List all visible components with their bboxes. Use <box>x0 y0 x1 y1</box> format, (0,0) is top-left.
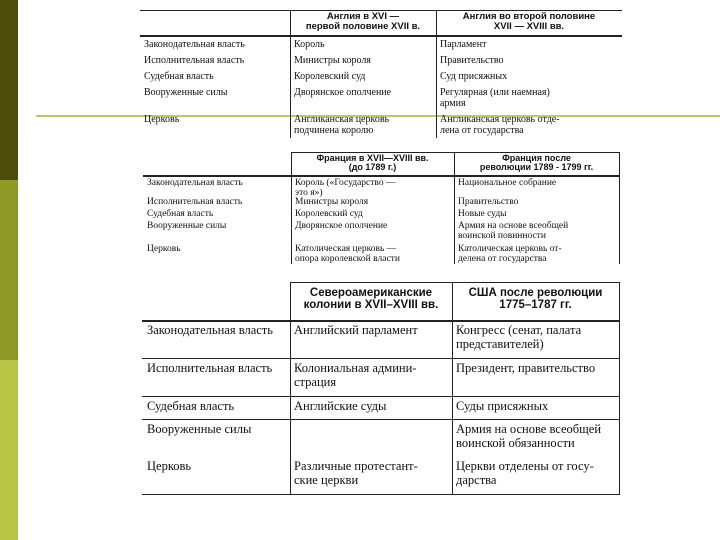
cell-after: Правительство <box>458 197 519 207</box>
row-label: Исполнительная власть <box>144 55 245 66</box>
strip-segment-top <box>0 0 18 180</box>
cell-before: Английские суды <box>294 399 387 413</box>
table-england <box>140 8 622 138</box>
cell-after: Армия на основе всеобщей воинской обязанности <box>456 422 602 450</box>
table-france <box>143 150 620 266</box>
side-decoration-strip <box>0 0 18 540</box>
row-label: Вооруженные силы <box>147 422 252 436</box>
cell-after: Национальное собрание <box>458 178 557 188</box>
row-label: Вооруженные силы <box>144 87 228 98</box>
row-divider <box>142 396 620 397</box>
column-divider <box>452 282 453 494</box>
column-header-usa: США после революции 1775–1787 гг. <box>468 287 603 312</box>
cell-before: Королевский суд <box>294 71 366 82</box>
header-bottom-border <box>142 320 620 322</box>
table-north-america <box>142 282 620 496</box>
row-label: Церковь <box>147 459 192 473</box>
cell-before: Король <box>294 39 325 50</box>
row-label: Вооруженные силы <box>147 221 227 231</box>
cell-after: Англиканская церковь отде- лена от государства <box>440 114 560 136</box>
header-bottom-border <box>140 35 622 37</box>
cell-after: Церкви отделены от госу- дарства <box>456 459 594 487</box>
row-label: Судебная власть <box>147 209 214 219</box>
cell-before: Колониальная админи- страция <box>294 361 417 389</box>
cell-before: Католическая церковь — опора королевской власти <box>295 244 400 265</box>
column-header-france-after: Франция после революции 1789 - 1799 гг. <box>479 153 594 173</box>
table-top-border <box>290 282 620 283</box>
cell-before: Англиканская церковь подчинена королю <box>294 114 390 136</box>
cell-before: Дворянское ополчение <box>295 221 388 231</box>
row-label: Исполнительная власть <box>147 361 273 375</box>
strip-segment-middle <box>0 180 18 360</box>
cell-before: Король («Государство — это я») <box>295 178 396 199</box>
cell-before: Различные протестант- ские церкви <box>294 459 418 487</box>
column-divider <box>619 282 620 494</box>
cell-before: Министры короля <box>294 55 371 66</box>
header-bottom-border <box>143 175 620 177</box>
strip-segment-bottom <box>0 360 18 540</box>
cell-before: Английский парламент <box>294 323 418 337</box>
row-label: Законодательная власть <box>144 39 245 50</box>
cell-after: Регулярная (или наемная) армия <box>440 87 550 109</box>
row-divider <box>142 419 620 420</box>
row-label: Церковь <box>147 244 181 254</box>
column-divider <box>619 152 620 264</box>
cell-after: Президент, правительство <box>456 361 596 375</box>
column-header-england-late: Англия во второй половине XVII — XVIII вв. <box>462 11 596 32</box>
row-label: Церковь <box>144 114 180 125</box>
table-bottom-border <box>142 494 620 495</box>
column-header-england-early: Англия в XVI — первой половине XVII в. <box>305 11 421 32</box>
cell-after: Парламент <box>440 39 487 50</box>
row-label: Законодательная власть <box>147 178 243 188</box>
cell-before: Дворянское ополчение <box>294 87 392 98</box>
row-label: Судебная власть <box>147 399 235 413</box>
cell-after: Суд присяжных <box>440 71 508 82</box>
cell-after: Суды присяжных <box>456 399 549 413</box>
column-header-colonies: Североамериканские колонии в XVII–XVIII вв. <box>303 287 439 312</box>
cell-after: Католическая церковь от- делена от государства <box>458 244 562 265</box>
cell-after: Конгресс (сенат, палата представителей) <box>456 323 582 351</box>
row-label: Исполнительная власть <box>147 197 243 207</box>
row-divider <box>142 358 620 359</box>
column-divider <box>290 282 291 494</box>
cell-after: Правительство <box>440 55 504 66</box>
cell-after: Армия на основе всеобщей воинской повинности <box>458 221 569 242</box>
column-header-france-before: Франция в XVII—XVIII вв. (до 1789 г.) <box>316 153 429 173</box>
cell-before: Министры короля <box>295 197 369 207</box>
cell-after: Новые суды <box>458 209 507 219</box>
cell-before: Королевский суд <box>295 209 363 219</box>
row-label: Судебная власть <box>144 71 214 82</box>
row-label: Законодательная власть <box>147 323 273 337</box>
